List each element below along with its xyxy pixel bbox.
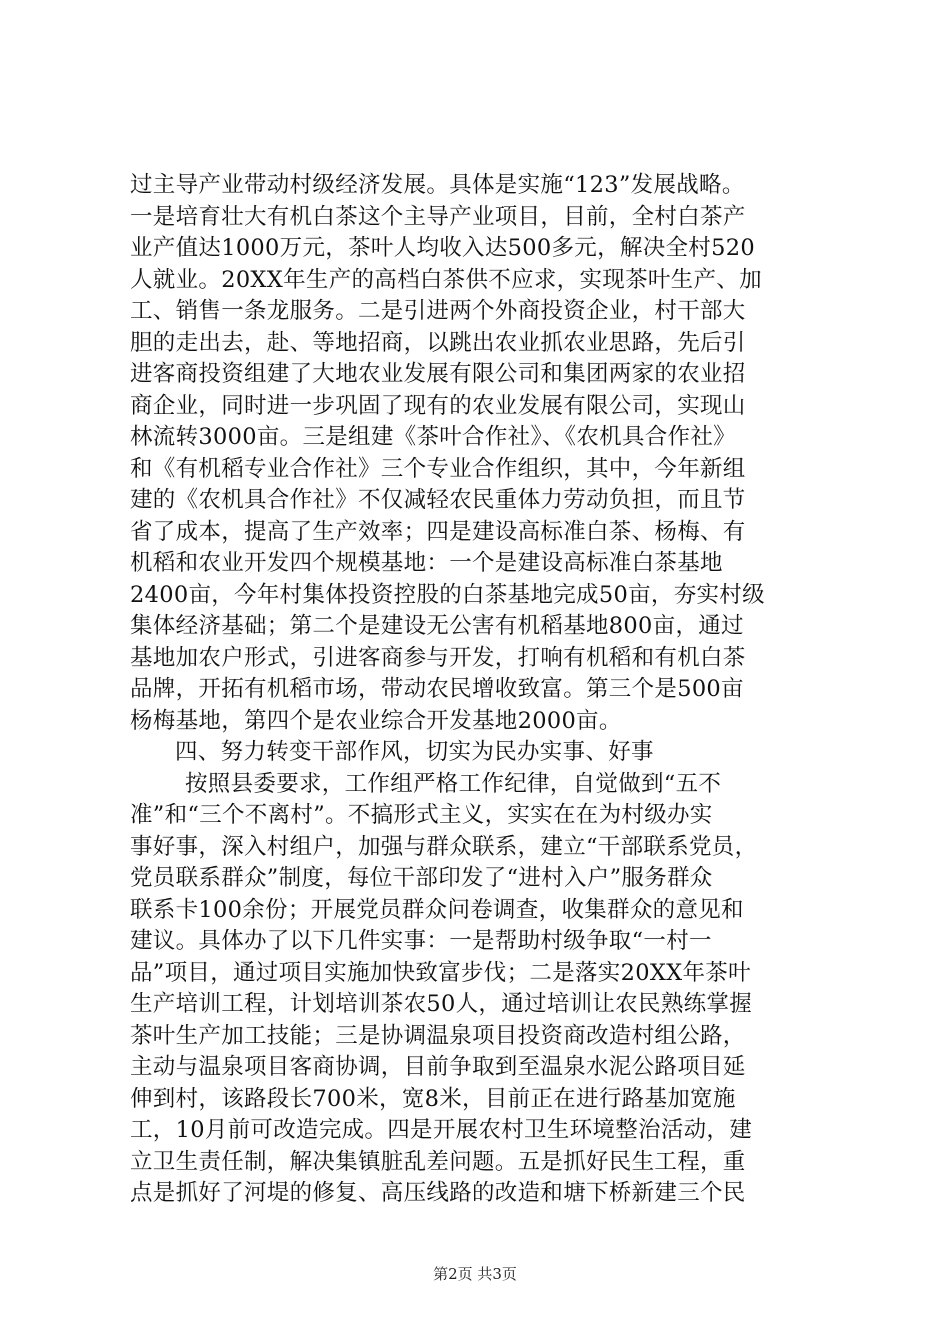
body-line: 建议。具体办了以下几件实事：一是帮助村级争取“一村一 [130, 928, 712, 954]
body-line: 伸到村，该路段长700米，宽8米，目前正在进行路基加宽施 [130, 1085, 736, 1112]
body-line: 按照县委要求，工作组严格工作纪律，自觉做到“五不 [185, 770, 722, 797]
body-line: 一是培育壮大有机白茶这个主导产业项目，目前，全村白茶产 [130, 203, 746, 230]
body-line: 事好事，深入村组户，加强与群众联系，建立“干部联系党员， [130, 833, 758, 860]
document-body [130, 170, 830, 1210]
body-line: 茶叶生产加工技能；三是协调温泉项目投资商改造村组公路， [130, 1022, 746, 1049]
body-line: 联系卡100余份；开展党员群众问卷调查，收集群众的意见和 [130, 896, 744, 923]
body-line: 品牌，开拓有机稻市场，带动农民增收致富。第三个是500亩 [130, 676, 744, 702]
body-line: 杨梅基地，第四个是农业综合开发基地2000亩。 [130, 707, 622, 734]
body-line: 和《有机稻专业合作社》三个专业合作组织，其中，今年新组 [130, 455, 746, 482]
body-line: 准”和“三个不离村”。不搞形式主义，实实在在为村级办实 [130, 802, 713, 828]
body-line: 主动与温泉项目客商协调，目前争取到至温泉水泥公路项目延 [130, 1054, 746, 1080]
body-line: 省了成本，提高了生产效率；四是建设高标准白茶、杨梅、有 [130, 518, 746, 545]
body-line: 机稻和农业开发四个规模基地：一个是建设高标准白茶基地 [130, 550, 723, 576]
page-footer: 第2页 共3页 [433, 1265, 517, 1283]
body-line: 基地加农户形式，引进客商参与开发，打响有机稻和有机白茶 [130, 644, 746, 671]
body-line: 党员联系群众”制度，每位干部印发了“进村入户”服务群众 [130, 865, 713, 891]
body-line: 过主导产业带动村级经济发展。具体是实施“123”发展战略。 [130, 172, 745, 198]
body-line: 业产值达1000万元，茶叶人均收入达500多元，解决全村520 [130, 235, 755, 261]
body-line: 进客商投资组建了大地农业发展有限公司和集团两家的农业招 [130, 361, 746, 387]
body-line: 胆的走出去，赴、等地招商，以跳出农业抓农业思路，先后引 [130, 329, 746, 356]
body-line: 品”项目，通过项目实施加快致富步伐；二是落实20XX年茶叶 [130, 959, 751, 986]
body-line: 立卫生责任制，解决集镇脏乱差问题。五是抓好民生工程，重 [130, 1148, 746, 1175]
body-line: 2400亩，今年村集体投资控股的白茶基地完成50亩，夯实村级 [130, 581, 765, 608]
body-line: 点是抓好了河堤的修复、高压线路的改造和塘下桥新建三个民 [130, 1180, 746, 1206]
body-line: 工，10月前可改造完成。四是开展农村卫生环境整治活动，建 [130, 1117, 753, 1143]
body-line: 林流转3000亩。三是组建《茶叶合作社》、《农机具合作社》 [130, 424, 736, 450]
section-heading: 四、努力转变干部作风，切实为民办实事、好事 [175, 739, 654, 765]
body-line: 工、销售一条龙服务。二是引进两个外商投资企业，村干部大 [130, 298, 746, 324]
body-line: 人就业。20XX年生产的高档白茶供不应求，实现茶叶生产、加 [130, 266, 762, 293]
body-line: 集体经济基础；第二个是建设无公害有机稻基地800亩，通过 [130, 613, 744, 639]
body-line: 建的《农机具合作社》不仅减轻农民重体力劳动负担，而且节 [130, 487, 746, 513]
body-line: 商企业，同时进一步巩固了现有的农业发展有限公司，实现山 [130, 392, 746, 419]
body-line: 生产培训工程，计划培训茶农50人，通过培训让农民熟练掌握 [130, 991, 753, 1017]
